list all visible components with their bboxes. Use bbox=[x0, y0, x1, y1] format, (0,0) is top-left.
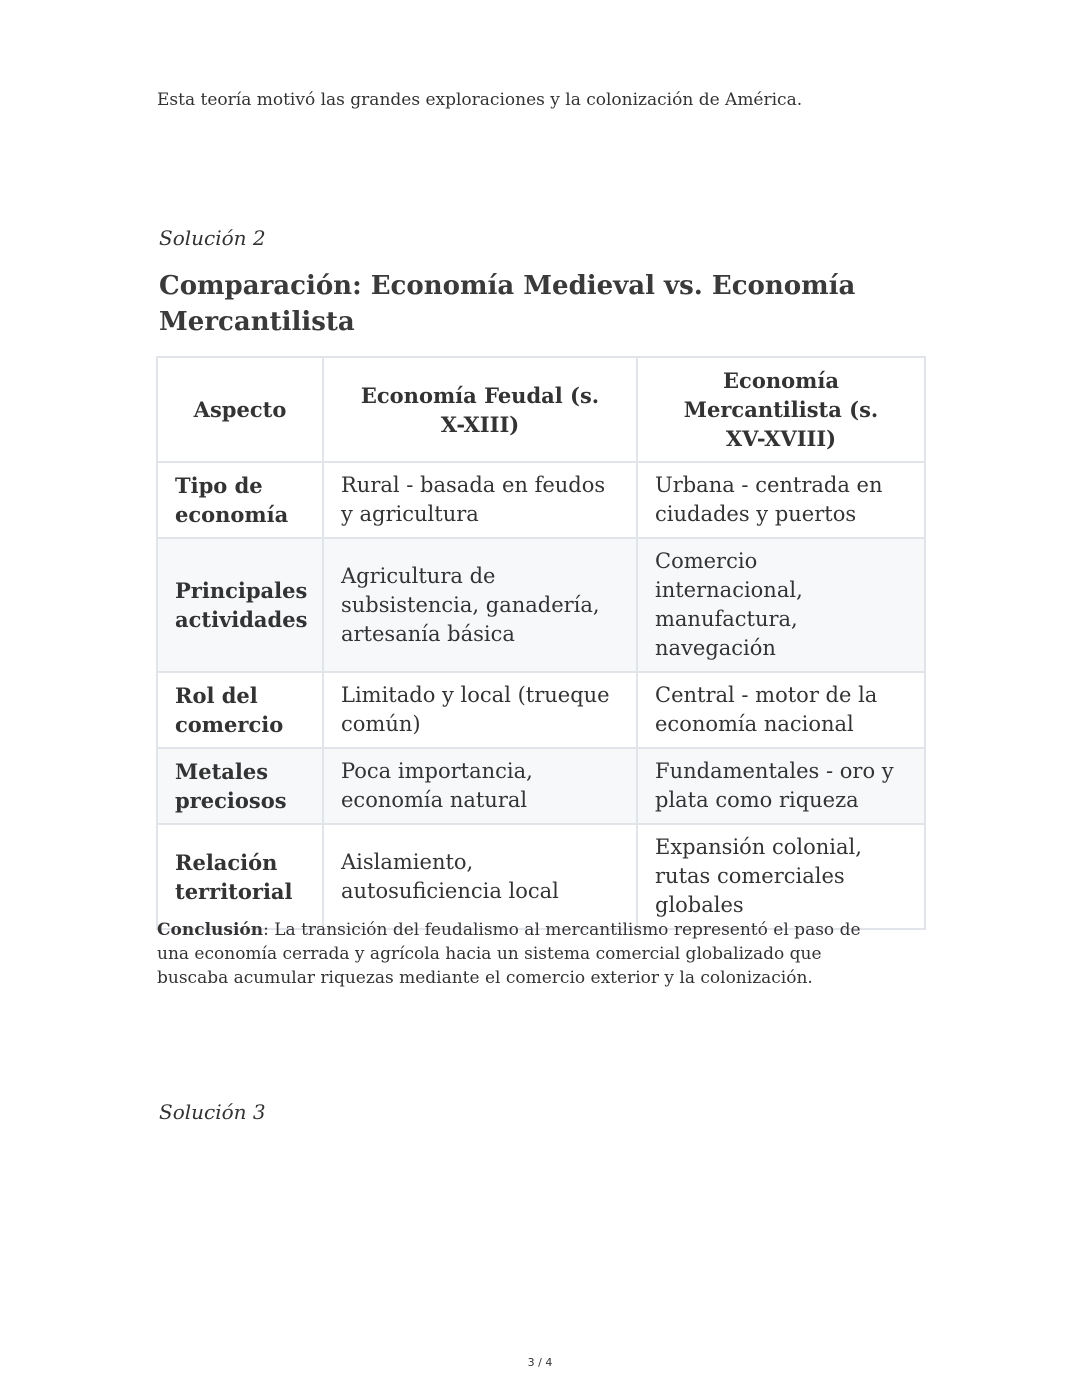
comparison-heading: Comparación: Economía Medieval vs. Economía Mercantilista bbox=[159, 271, 856, 337]
row-aspect: Rol del comercio bbox=[157, 672, 323, 748]
table-row bbox=[157, 672, 925, 748]
row-aspect: Metales preciosos bbox=[157, 748, 323, 824]
header-feudal: Economía Feudal (s. X-XIII) bbox=[323, 357, 637, 462]
intro-paragraph: Esta teoría motivó las grandes exploraciones y la colonización de América. bbox=[157, 90, 803, 110]
row-aspect: Relación territorial bbox=[157, 824, 323, 929]
conclusion-text: : La transición del feudalismo al mercantilismo representó el paso de una economía cerrada y agrícola hacia un sistema comercial globalizado que buscaba acumular riquezas mediante el comercio exterior y la colonización. bbox=[157, 920, 861, 988]
table-header-row bbox=[157, 357, 925, 462]
page-number: 3 / 4 bbox=[527, 1356, 553, 1369]
row-feudal: Rural - basada en feudos y agricultura bbox=[323, 462, 637, 538]
conclusion-paragraph bbox=[157, 918, 887, 990]
row-mercantilist: Expansión colonial, rutas comerciales globales bbox=[637, 824, 925, 929]
row-mercantilist: Fundamentales - oro y plata como riqueza bbox=[637, 748, 925, 824]
table-row bbox=[157, 462, 925, 538]
row-feudal: Aislamiento, autosuficiencia local bbox=[323, 824, 637, 929]
header-aspect: Aspecto bbox=[157, 357, 323, 462]
row-aspect: Tipo de economía bbox=[157, 462, 323, 538]
table-row bbox=[157, 748, 925, 824]
row-feudal: Limitado y local (trueque común) bbox=[323, 672, 637, 748]
header-mercantilist: Economía Mercantilista (s. XV-XVIII) bbox=[637, 357, 925, 462]
comparison-table bbox=[156, 356, 926, 930]
row-feudal: Poca importancia, economía natural bbox=[323, 748, 637, 824]
solution-2-label: Solución 2 bbox=[159, 226, 266, 250]
row-mercantilist: Central - motor de la economía nacional bbox=[637, 672, 925, 748]
row-aspect: Principales actividades bbox=[157, 538, 323, 672]
conclusion-label: Conclusión bbox=[157, 920, 264, 940]
row-mercantilist: Comercio internacional, manufactura, navegación bbox=[637, 538, 925, 672]
row-feudal: Agricultura de subsistencia, ganadería, artesanía básica bbox=[323, 538, 637, 672]
table-row bbox=[157, 538, 925, 672]
solution-3-label: Solución 3 bbox=[159, 1100, 266, 1124]
row-mercantilist: Urbana - centrada en ciudades y puertos bbox=[637, 462, 925, 538]
table-row bbox=[157, 824, 925, 929]
